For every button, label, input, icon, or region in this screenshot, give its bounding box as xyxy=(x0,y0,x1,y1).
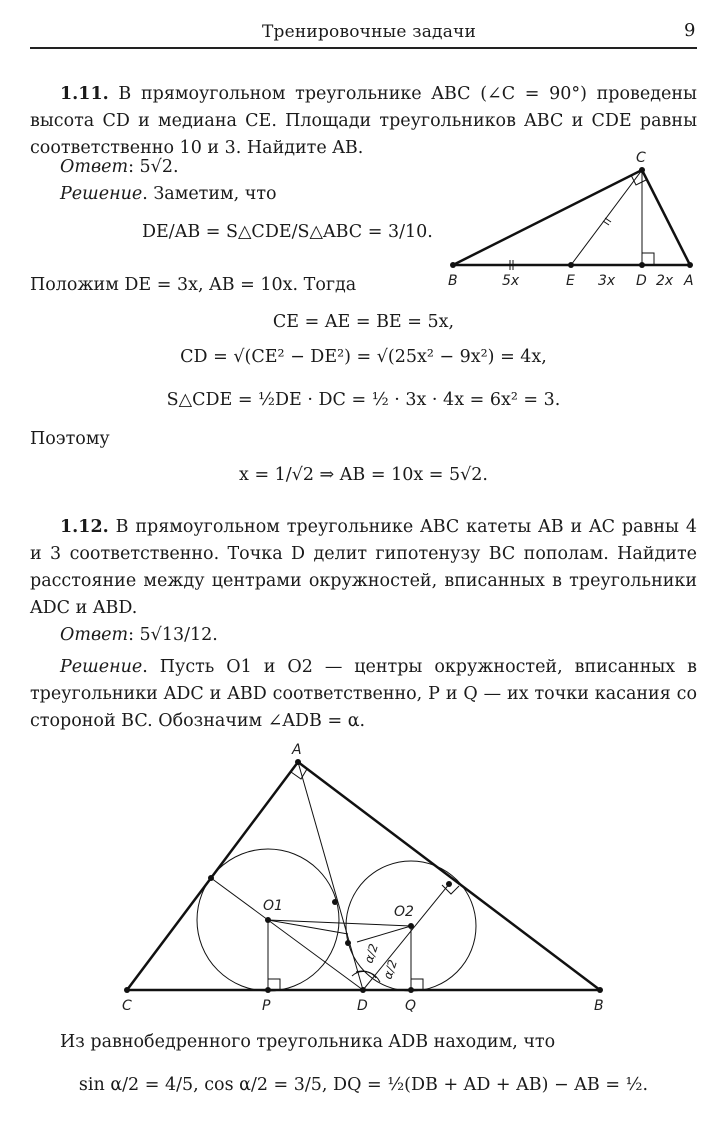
label-b: B xyxy=(594,998,604,1014)
equation-ce: CE = AE = BE = 5x, xyxy=(272,312,455,332)
tangent-point-ab xyxy=(446,881,452,887)
label-o1: O1 xyxy=(263,898,283,914)
answer-value: 5√2. xyxy=(139,157,179,177)
segment-o2-touch xyxy=(357,926,411,942)
equation-area: S△CDE = ½DE · DC = ½ · 3x · 4x = 6x² = 3. xyxy=(166,390,561,410)
label-b: B xyxy=(448,273,458,289)
problem-number: 1.11. xyxy=(60,84,109,104)
point-p xyxy=(265,987,271,993)
label-q: Q xyxy=(405,998,417,1014)
label-d: D xyxy=(357,998,368,1014)
point-b xyxy=(450,262,456,268)
label-3x: 3x xyxy=(598,273,616,289)
label-half-angle-1: α/2 xyxy=(361,941,381,965)
solution-label: Решение xyxy=(60,657,143,677)
equation-cd: CD = √(CE² − DE²) = √(25x² − 9x²) = 4x, xyxy=(180,347,547,367)
solution-label: Решение xyxy=(60,184,143,204)
median-ce xyxy=(571,170,642,265)
answer-label: Ответ xyxy=(60,625,129,645)
center-o2 xyxy=(408,923,414,929)
bisector-o1 xyxy=(211,878,363,990)
side-ca xyxy=(642,170,690,265)
tangent-point-ad xyxy=(332,899,338,905)
side-ab xyxy=(298,762,600,990)
tick-ce-2 xyxy=(605,218,611,222)
header-rule xyxy=(30,47,697,49)
side-bc xyxy=(453,170,642,265)
figure-triangle-abc-2 xyxy=(110,738,620,1018)
running-header-title: Тренировочные задачи xyxy=(262,22,477,42)
point-c xyxy=(639,167,645,173)
answer-value: 5√13/12. xyxy=(139,625,218,645)
solution-intro: Заметим, что xyxy=(153,184,277,204)
center-o1 xyxy=(265,917,271,923)
solution-1-12: Решение. Пусть O1 и O2 — центры окружностей, вписанных в треугольники ADC и ABD соответственно, P и Q — их точки касания со стороной BC. Обозначим ∠ADB = α. xyxy=(30,657,697,731)
equation-result: x = 1/√2 ⇒ AB = 10x = 5√2. xyxy=(239,465,488,485)
problem-1-12-statement xyxy=(30,514,697,622)
point-e xyxy=(568,262,574,268)
solution-1-11-intro: Решение. Заметим, что xyxy=(60,184,277,204)
label-p: P xyxy=(262,998,271,1014)
tick-ce-1 xyxy=(603,221,609,225)
label-o2: O2 xyxy=(394,904,414,920)
isosceles-line: Из равнобедренного треугольника ADB находим, что xyxy=(60,1032,556,1052)
problem-text: В прямоугольном треугольнике ABC катеты AB и AC равны 4 и 3 соответственно. Точка D делит гипотенузу BC пополам. Найдите расстояние между центрами окружностей, вписанных в треугольники ADC и ABD. xyxy=(30,517,697,618)
tangent-point-ad-2 xyxy=(345,940,351,946)
label-half-angle-2: α/2 xyxy=(380,957,400,981)
ratio-equation: DE/AB = S△CDE/S△ABC = 3/10. xyxy=(142,222,433,242)
label-e: E xyxy=(566,273,575,289)
point-d xyxy=(360,987,366,993)
therefore-line: Поэтому xyxy=(30,429,110,449)
label-a: A xyxy=(684,273,694,289)
solution-text: Пусть O1 и O2 — центры окружностей, вписанных в треугольники ADC и ABD соответственно, P и Q — их точки касания со стороной BC. Обозначим ∠ADB = α. xyxy=(30,657,697,731)
answer-label: Ответ xyxy=(60,157,129,177)
let-line: Положим DE = 3x, AB = 10x. Тогда xyxy=(30,275,357,295)
answer-1-12: Ответ: 5√13/12. xyxy=(60,625,218,645)
right-angle-a xyxy=(291,769,307,779)
label-c: C xyxy=(636,150,646,166)
problem-number: 1.12. xyxy=(60,517,109,537)
point-a xyxy=(295,759,301,765)
label-d: D xyxy=(636,273,647,289)
label-5x: 5x xyxy=(502,273,520,289)
segment-o1o2 xyxy=(268,920,411,926)
point-q xyxy=(408,987,414,993)
figure-triangle-abc-1 xyxy=(440,145,700,290)
right-angle-c xyxy=(631,175,646,185)
angle-arc-1 xyxy=(352,971,376,978)
final-equation: sin α/2 = 4/5, cos α/2 = 3/5, DQ = ½(DB + AD + AB) − AB = ½. xyxy=(78,1075,649,1095)
point-d xyxy=(639,262,645,268)
page-number: 9 xyxy=(684,20,696,41)
problem-text: В прямоугольном треугольнике ABC (∠C = 90°) проведены высота CD и медиана CE. Площади треугольников ABC и CDE равны соответственно 10 и 3. Найдите AB. xyxy=(30,84,697,158)
point-a xyxy=(687,262,693,268)
point-c xyxy=(124,987,130,993)
label-2x: 2x xyxy=(656,273,674,289)
tangent-point-ac xyxy=(208,875,214,881)
label-c: C xyxy=(122,998,132,1014)
answer-1-11: Ответ: 5√2. xyxy=(60,157,179,177)
point-b xyxy=(597,987,603,993)
label-a: A xyxy=(292,742,302,758)
